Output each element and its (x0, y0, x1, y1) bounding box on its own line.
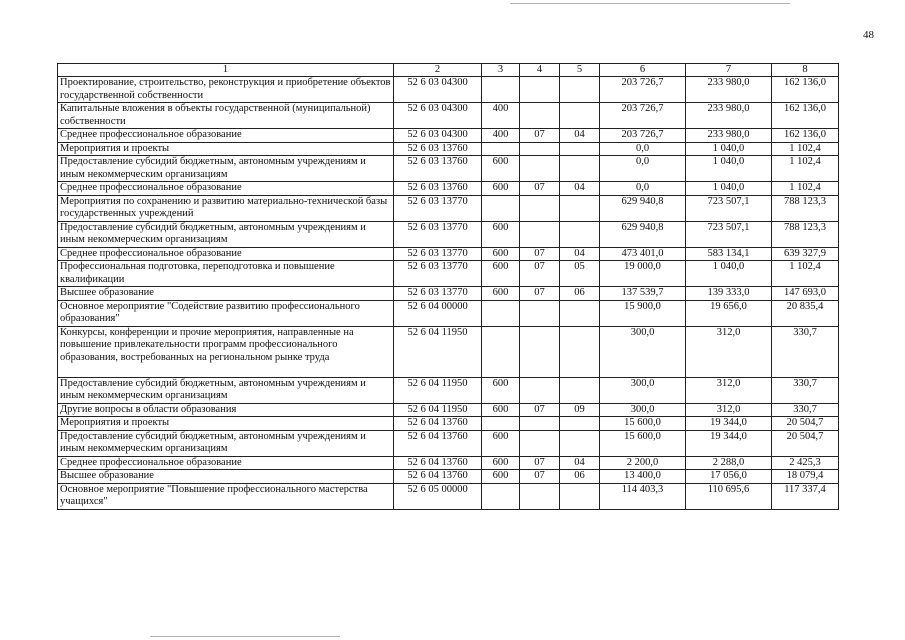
table-cell (482, 417, 520, 431)
table-cell: 300,0 (600, 326, 686, 377)
table-cell: Среднее профессиональное образование (58, 247, 394, 261)
table-cell: 233 980,0 (686, 129, 772, 143)
table-cell: Основное мероприятие "Содействие развитию профессионального образования" (58, 300, 394, 326)
table-cell (520, 195, 560, 221)
column-header: 2 (394, 64, 482, 77)
table-cell: 300,0 (600, 377, 686, 403)
table-cell (482, 142, 520, 156)
table-cell: 139 333,0 (686, 287, 772, 301)
table-cell (520, 300, 560, 326)
table-cell: Среднее профессиональное образование (58, 456, 394, 470)
table-cell: 312,0 (686, 326, 772, 377)
table-cell: 19 344,0 (686, 417, 772, 431)
table-cell: Основное мероприятие "Повышение профессионального мастерства учащихся" (58, 483, 394, 509)
table-cell: 600 (482, 287, 520, 301)
table-cell (520, 142, 560, 156)
table-cell: Среднее профессиональное образование (58, 182, 394, 196)
table-cell: 203 726,7 (600, 129, 686, 143)
table-row (58, 326, 839, 377)
table-cell: 2 425,3 (772, 456, 839, 470)
table-row (58, 300, 839, 326)
table-cell: 52 6 03 13760 (394, 182, 482, 196)
table-cell: Предоставление субсидий бюджетным, автономным учреждениям и иным некоммерческим организациям (58, 377, 394, 403)
column-header: 3 (482, 64, 520, 77)
table-row (58, 456, 839, 470)
table-cell (520, 483, 560, 509)
table-cell (560, 377, 600, 403)
table-cell: 2 288,0 (686, 456, 772, 470)
table-cell (482, 326, 520, 377)
table-cell: 52 6 03 13760 (394, 142, 482, 156)
table-cell: Высшее образование (58, 470, 394, 484)
table-cell (560, 103, 600, 129)
table-cell (560, 195, 600, 221)
table-cell: 05 (560, 261, 600, 287)
table-cell: 1 102,4 (772, 142, 839, 156)
table-cell: 233 980,0 (686, 103, 772, 129)
table-cell: 09 (560, 403, 600, 417)
table-cell: 17 056,0 (686, 470, 772, 484)
table-cell: Мероприятия по сохранению и развитию материально-технической базы государственных учреждений (58, 195, 394, 221)
table-cell: 600 (482, 470, 520, 484)
table-cell: 600 (482, 430, 520, 456)
table-cell: 400 (482, 103, 520, 129)
table-cell (520, 377, 560, 403)
scan-artifact-line (510, 3, 790, 4)
table-row (58, 142, 839, 156)
table-row (58, 377, 839, 403)
table-cell: 19 000,0 (600, 261, 686, 287)
table-cell: 147 693,0 (772, 287, 839, 301)
table-cell: 1 040,0 (686, 182, 772, 196)
table-cell (520, 103, 560, 129)
table-cell: 52 6 03 13770 (394, 261, 482, 287)
table-cell: Среднее профессиональное образование (58, 129, 394, 143)
table-cell: 600 (482, 221, 520, 247)
table-cell: Капитальные вложения в объекты государственной (муниципальной) собственности (58, 103, 394, 129)
table-row (58, 156, 839, 182)
table-cell: 15 900,0 (600, 300, 686, 326)
table-row (58, 417, 839, 431)
column-header: 7 (686, 64, 772, 77)
table-cell: 117 337,4 (772, 483, 839, 509)
table-cell: 04 (560, 182, 600, 196)
table-cell: 583 134,1 (686, 247, 772, 261)
table-cell: 600 (482, 261, 520, 287)
table-row (58, 182, 839, 196)
table-cell: 52 6 04 00000 (394, 300, 482, 326)
table-cell: 19 656,0 (686, 300, 772, 326)
table-cell (520, 156, 560, 182)
table-row (58, 77, 839, 103)
table-cell: 300,0 (600, 403, 686, 417)
table-cell: 52 6 03 13770 (394, 195, 482, 221)
table-row (58, 287, 839, 301)
table-row (58, 470, 839, 484)
table-cell: Предоставление субсидий бюджетным, автономным учреждениям и иным некоммерческим организациям (58, 221, 394, 247)
table-cell (560, 156, 600, 182)
table-cell (560, 326, 600, 377)
table-cell: Проектирование, строительство, реконструкция и приобретение объектов государственной собственности (58, 77, 394, 103)
table-cell: 07 (520, 182, 560, 196)
table-cell: 07 (520, 247, 560, 261)
table-cell: 203 726,7 (600, 77, 686, 103)
table-cell: 07 (520, 287, 560, 301)
table-cell (520, 430, 560, 456)
table-cell: 18 079,4 (772, 470, 839, 484)
table-cell: 52 6 04 13760 (394, 430, 482, 456)
column-header: 8 (772, 64, 839, 77)
table-cell (482, 77, 520, 103)
table-cell: 1 040,0 (686, 261, 772, 287)
table-cell: 600 (482, 456, 520, 470)
table-cell: Предоставление субсидий бюджетным, автономным учреждениям и иным некоммерческим организациям (58, 430, 394, 456)
table-cell: 330,7 (772, 326, 839, 377)
table-cell: 600 (482, 182, 520, 196)
table-cell: 639 327,9 (772, 247, 839, 261)
table-cell (482, 300, 520, 326)
column-header: 6 (600, 64, 686, 77)
table-cell: 19 344,0 (686, 430, 772, 456)
table-cell (560, 300, 600, 326)
table-cell: 52 6 03 04300 (394, 129, 482, 143)
table-cell: Другие вопросы в области образования (58, 403, 394, 417)
table-row (58, 103, 839, 129)
table-cell: 20 835,4 (772, 300, 839, 326)
table-cell: 600 (482, 403, 520, 417)
column-header: 1 (58, 64, 394, 77)
table-cell: 07 (520, 470, 560, 484)
table-cell: 330,7 (772, 403, 839, 417)
table-cell (520, 221, 560, 247)
table-cell: 52 6 03 04300 (394, 77, 482, 103)
table-cell: 15 600,0 (600, 430, 686, 456)
table-cell: 114 403,3 (600, 483, 686, 509)
table-cell: Профессиональная подготовка, переподготовка и повышение квалификации (58, 261, 394, 287)
table-cell: 07 (520, 261, 560, 287)
table-cell: 1 040,0 (686, 142, 772, 156)
table-cell: 04 (560, 129, 600, 143)
table-row (58, 430, 839, 456)
table-cell: 20 504,7 (772, 417, 839, 431)
table-cell: 162 136,0 (772, 103, 839, 129)
scan-artifact-line (150, 636, 340, 637)
table-cell: 07 (520, 403, 560, 417)
table-cell: 137 539,7 (600, 287, 686, 301)
table-cell (560, 77, 600, 103)
table-cell: 233 980,0 (686, 77, 772, 103)
table-cell: 788 123,3 (772, 195, 839, 221)
table-cell: 52 6 03 04300 (394, 103, 482, 129)
table-cell: 110 695,6 (686, 483, 772, 509)
budget-table (57, 63, 839, 510)
table-row (58, 247, 839, 261)
table-cell: 203 726,7 (600, 103, 686, 129)
table-cell: Мероприятия и проекты (58, 142, 394, 156)
table-cell: 06 (560, 287, 600, 301)
column-header: 4 (520, 64, 560, 77)
table-cell: Мероприятия и проекты (58, 417, 394, 431)
table-cell: 400 (482, 129, 520, 143)
table-cell: 07 (520, 456, 560, 470)
table-cell: 2 200,0 (600, 456, 686, 470)
table-cell: 52 6 03 13770 (394, 247, 482, 261)
table-cell: 0,0 (600, 156, 686, 182)
table-cell: 629 940,8 (600, 195, 686, 221)
table-row (58, 261, 839, 287)
table-cell (560, 430, 600, 456)
table-cell: 788 123,3 (772, 221, 839, 247)
table-cell: 52 6 03 13770 (394, 221, 482, 247)
table-cell: 162 136,0 (772, 77, 839, 103)
table-cell: 15 600,0 (600, 417, 686, 431)
table-cell: Высшее образование (58, 287, 394, 301)
table-row (58, 221, 839, 247)
table-cell: 52 6 03 13760 (394, 156, 482, 182)
table-cell: 04 (560, 247, 600, 261)
table-cell: Конкурсы, конференции и прочие мероприятия, направленные на повышение привлекательности программ профессионального образования, востребованных на региональном рынке труда (58, 326, 394, 377)
table-cell (520, 77, 560, 103)
table-cell (482, 483, 520, 509)
table-cell: 52 6 04 11950 (394, 377, 482, 403)
table-row (58, 129, 839, 143)
table-cell: 52 6 03 13770 (394, 287, 482, 301)
table-cell: 162 136,0 (772, 129, 839, 143)
table-cell: 07 (520, 129, 560, 143)
page-number: 48 (863, 29, 874, 41)
table-cell: Предоставление субсидий бюджетным, автономным учреждениям и иным некоммерческим организациям (58, 156, 394, 182)
table-cell: 52 6 04 13760 (394, 417, 482, 431)
table-cell: 13 400,0 (600, 470, 686, 484)
table-cell: 600 (482, 247, 520, 261)
table-cell: 52 6 04 11950 (394, 403, 482, 417)
table-cell: 20 504,7 (772, 430, 839, 456)
table-cell: 1 102,4 (772, 261, 839, 287)
table-cell: 52 6 05 00000 (394, 483, 482, 509)
table-cell: 600 (482, 156, 520, 182)
table-cell: 312,0 (686, 403, 772, 417)
table-header-row (58, 64, 839, 77)
table-cell: 0,0 (600, 142, 686, 156)
column-header: 5 (560, 64, 600, 77)
table-cell (560, 417, 600, 431)
table-cell: 04 (560, 456, 600, 470)
table-cell: 52 6 04 13760 (394, 456, 482, 470)
table-row (58, 403, 839, 417)
table-cell (560, 142, 600, 156)
table-row (58, 195, 839, 221)
table-cell: 330,7 (772, 377, 839, 403)
table-cell: 1 040,0 (686, 156, 772, 182)
table-cell: 52 6 04 11950 (394, 326, 482, 377)
table-cell (560, 483, 600, 509)
table-cell (520, 417, 560, 431)
table-row (58, 483, 839, 509)
table-cell (560, 221, 600, 247)
table-cell: 723 507,1 (686, 221, 772, 247)
table-cell: 1 102,4 (772, 182, 839, 196)
table-cell: 312,0 (686, 377, 772, 403)
table-cell: 52 6 04 13760 (394, 470, 482, 484)
table-cell: 473 401,0 (600, 247, 686, 261)
table-cell: 600 (482, 377, 520, 403)
table-cell: 1 102,4 (772, 156, 839, 182)
table-cell (482, 195, 520, 221)
table-cell: 629 940,8 (600, 221, 686, 247)
table-cell: 06 (560, 470, 600, 484)
table-cell: 723 507,1 (686, 195, 772, 221)
table-cell (520, 326, 560, 377)
table-cell: 0,0 (600, 182, 686, 196)
